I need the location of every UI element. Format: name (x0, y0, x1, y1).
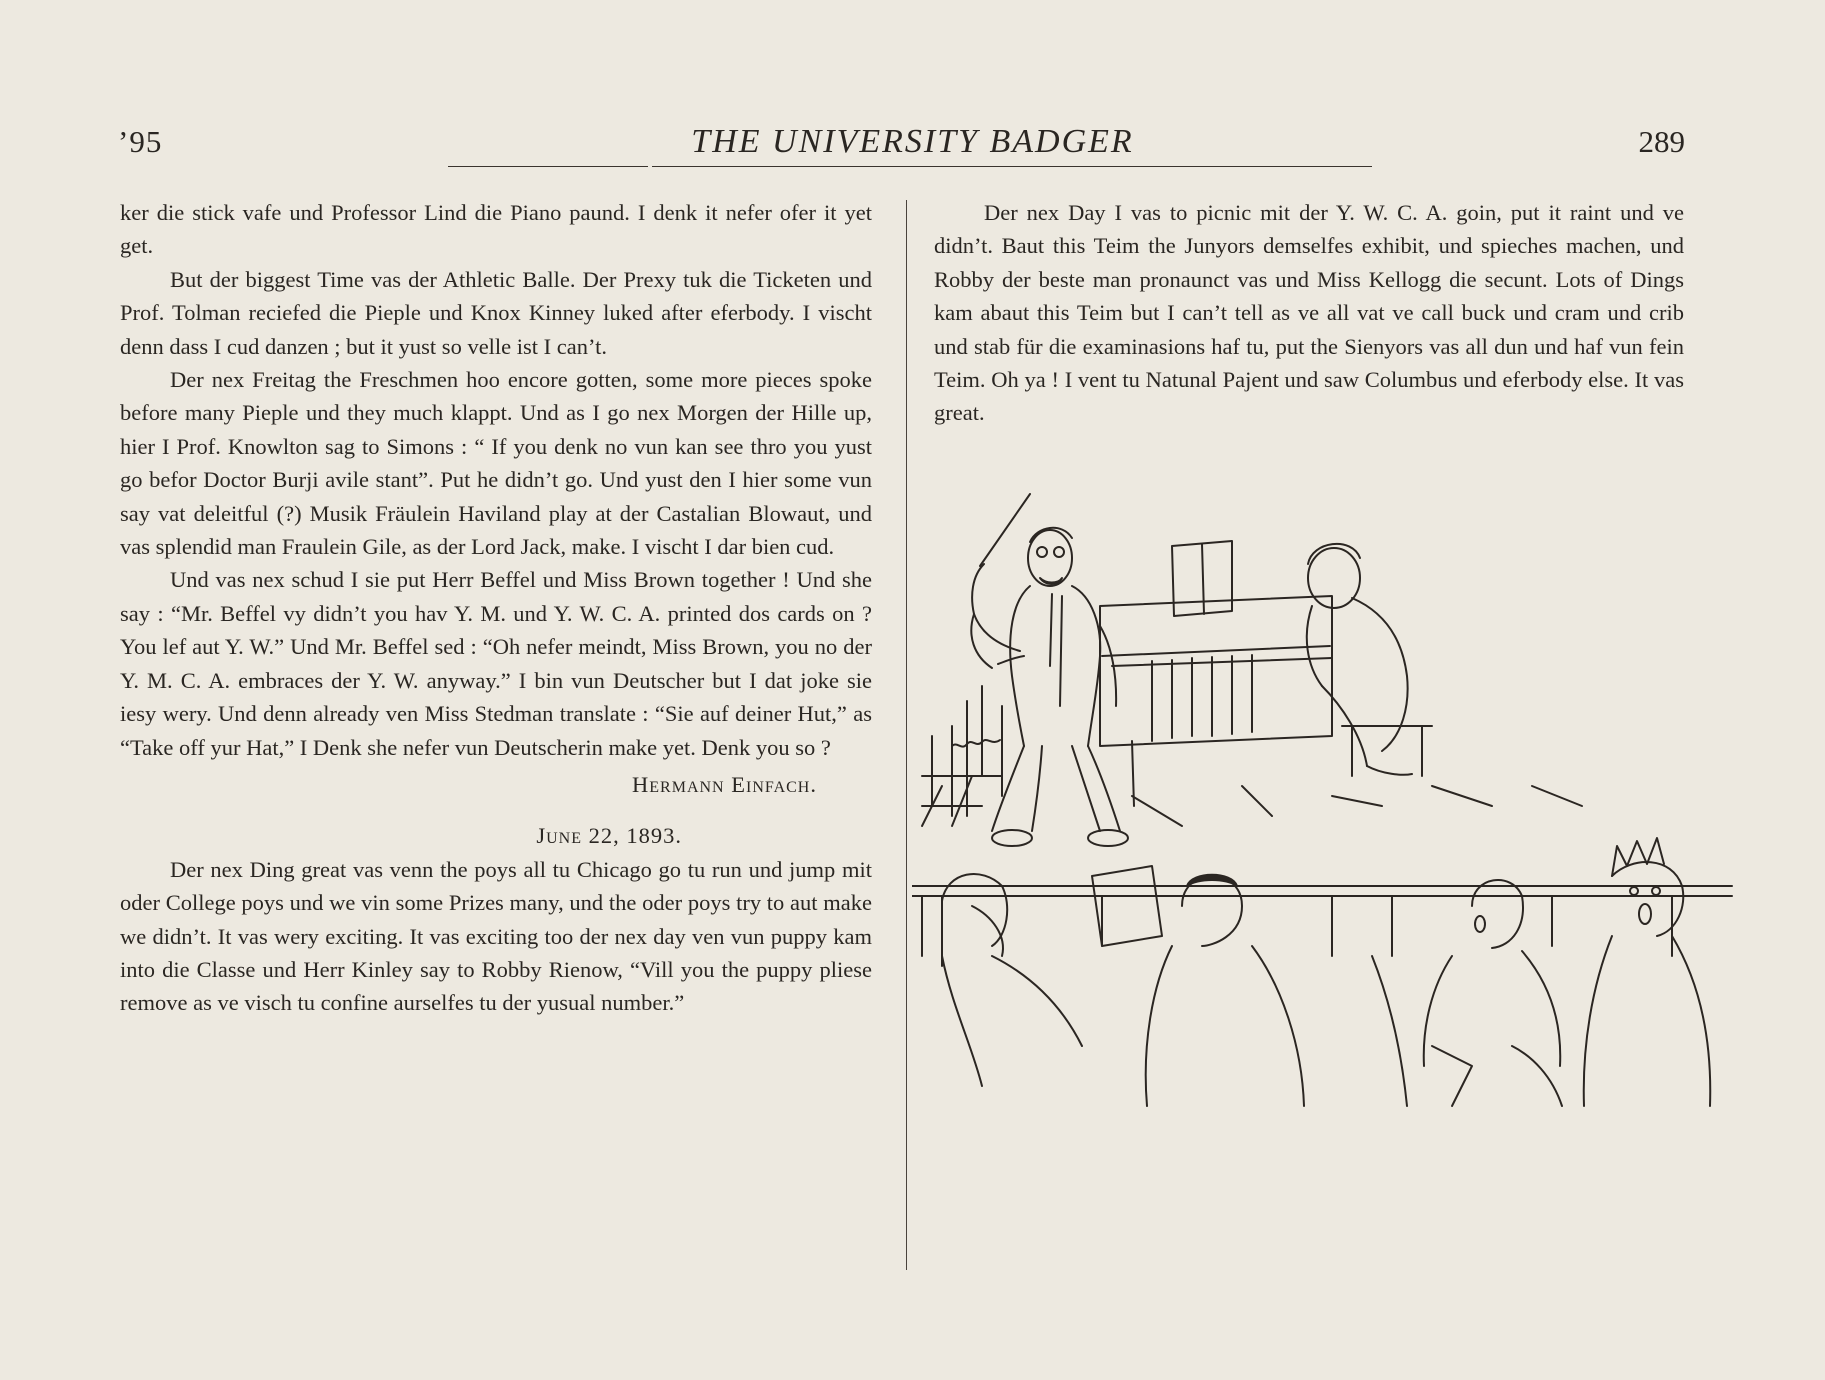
right-column (934, 196, 1684, 430)
paragraph: Der nex Freitag the Freschmen hoo encore gotten, some more pieces spoke before many Pieple und they much klappt. Und as I go nex Morgen der Hille up, hier I Prof. Knowlton sag to Simons : “ If you denk no vun kan see thro you yust go befor Doctor Burji avile stant”. Put he didn’t go. Und yust den I hier some vun say vat deleitful (?) Musik Fräulein Haviland play at der Castalian Blowaut, und vas splendid man Fraulein Gile, as der Lord Jack, make. I vischt I dar bien cud. (120, 367, 872, 560)
header-rule-left (448, 166, 648, 167)
page-number: 289 (1638, 124, 1685, 159)
illustration-drawing (912, 486, 1752, 1176)
paragraph: But der biggest Time vas der Athletic Balle. Der Prexy tuk die Ticketen und Prof. Tolman reciefed die Pieple und Knox Kinney luked after eferbody. I vischt denn dass I cud danzen ; but it yust so velle ist I can’t. (120, 266, 872, 359)
column-divider (906, 200, 907, 1270)
header-year: ’95 (118, 124, 163, 159)
paragraph: Und vas nex schud I sie put Herr Beffel und Miss Brown together ! Und she say : “Mr. Beffel vy didn’t you hav Y. M. und Y. W. C. A. printed dos cards on ? You lef aut Y. W.” Und Mr. Beffel sed : “Oh nefer meindt, Miss Brown, you no der Y. M. C. A. embraces der Y. W. anyway.” I bin vun Deutscher but I dat joke sie iesy wery. Und denn already ven Miss Stedman translate : “Sie auf deiner Hut,” as “Take off yur Hat,” I Denk she nefer vun Deutscherin make yet. Denk you so ? (120, 567, 872, 760)
paragraph: ker die stick vafe und Professor Lind die Piano paund. I denk it nefer ofer it yet get. (120, 200, 872, 259)
paragraph: Der nex Day I vas to picnic mit der Y. W. C. A. goin, put it raint und ve didn’t. Baut this Teim the Junyors demselfes exhibit, und spieches machen, und Robby der beste man pronaunct vas und Miss Kellogg die secunt. Lots of Dings kam abaut this Teim but I can’t tell as ve all vat ve call buck und cram und crib und stab für die examinasions haf tu, put the Sienyors vas all dun und haf vun fein Teim. Oh ya ! I vent tu Natunal Pajent und saw Columbus und eferbody else. It vas great. (934, 200, 1684, 426)
left-column (120, 196, 872, 1020)
dateline: June 22, 1893. (536, 823, 682, 849)
signature: Hermann Einfach. (632, 771, 817, 797)
illustration-conductor-and-pianist (912, 486, 1752, 1176)
header-rule-right (652, 166, 1372, 167)
paragraph: Der nex Ding great vas venn the poys all tu Chicago go tu run und jump mit oder College poys und we vin some Prizes many, und the oder poys try to aut make we didn’t. It vas wery exciting. It vas exciting too der nex day ven vun puppy kam into die Classe und Herr Kinley say to Robby Rienow, “Vill you the puppy pliese remove as ve visch tu confine aurselfes tu der yusual number.” (120, 856, 872, 1016)
header-title: THE UNIVERSITY BADGER (691, 123, 1134, 160)
